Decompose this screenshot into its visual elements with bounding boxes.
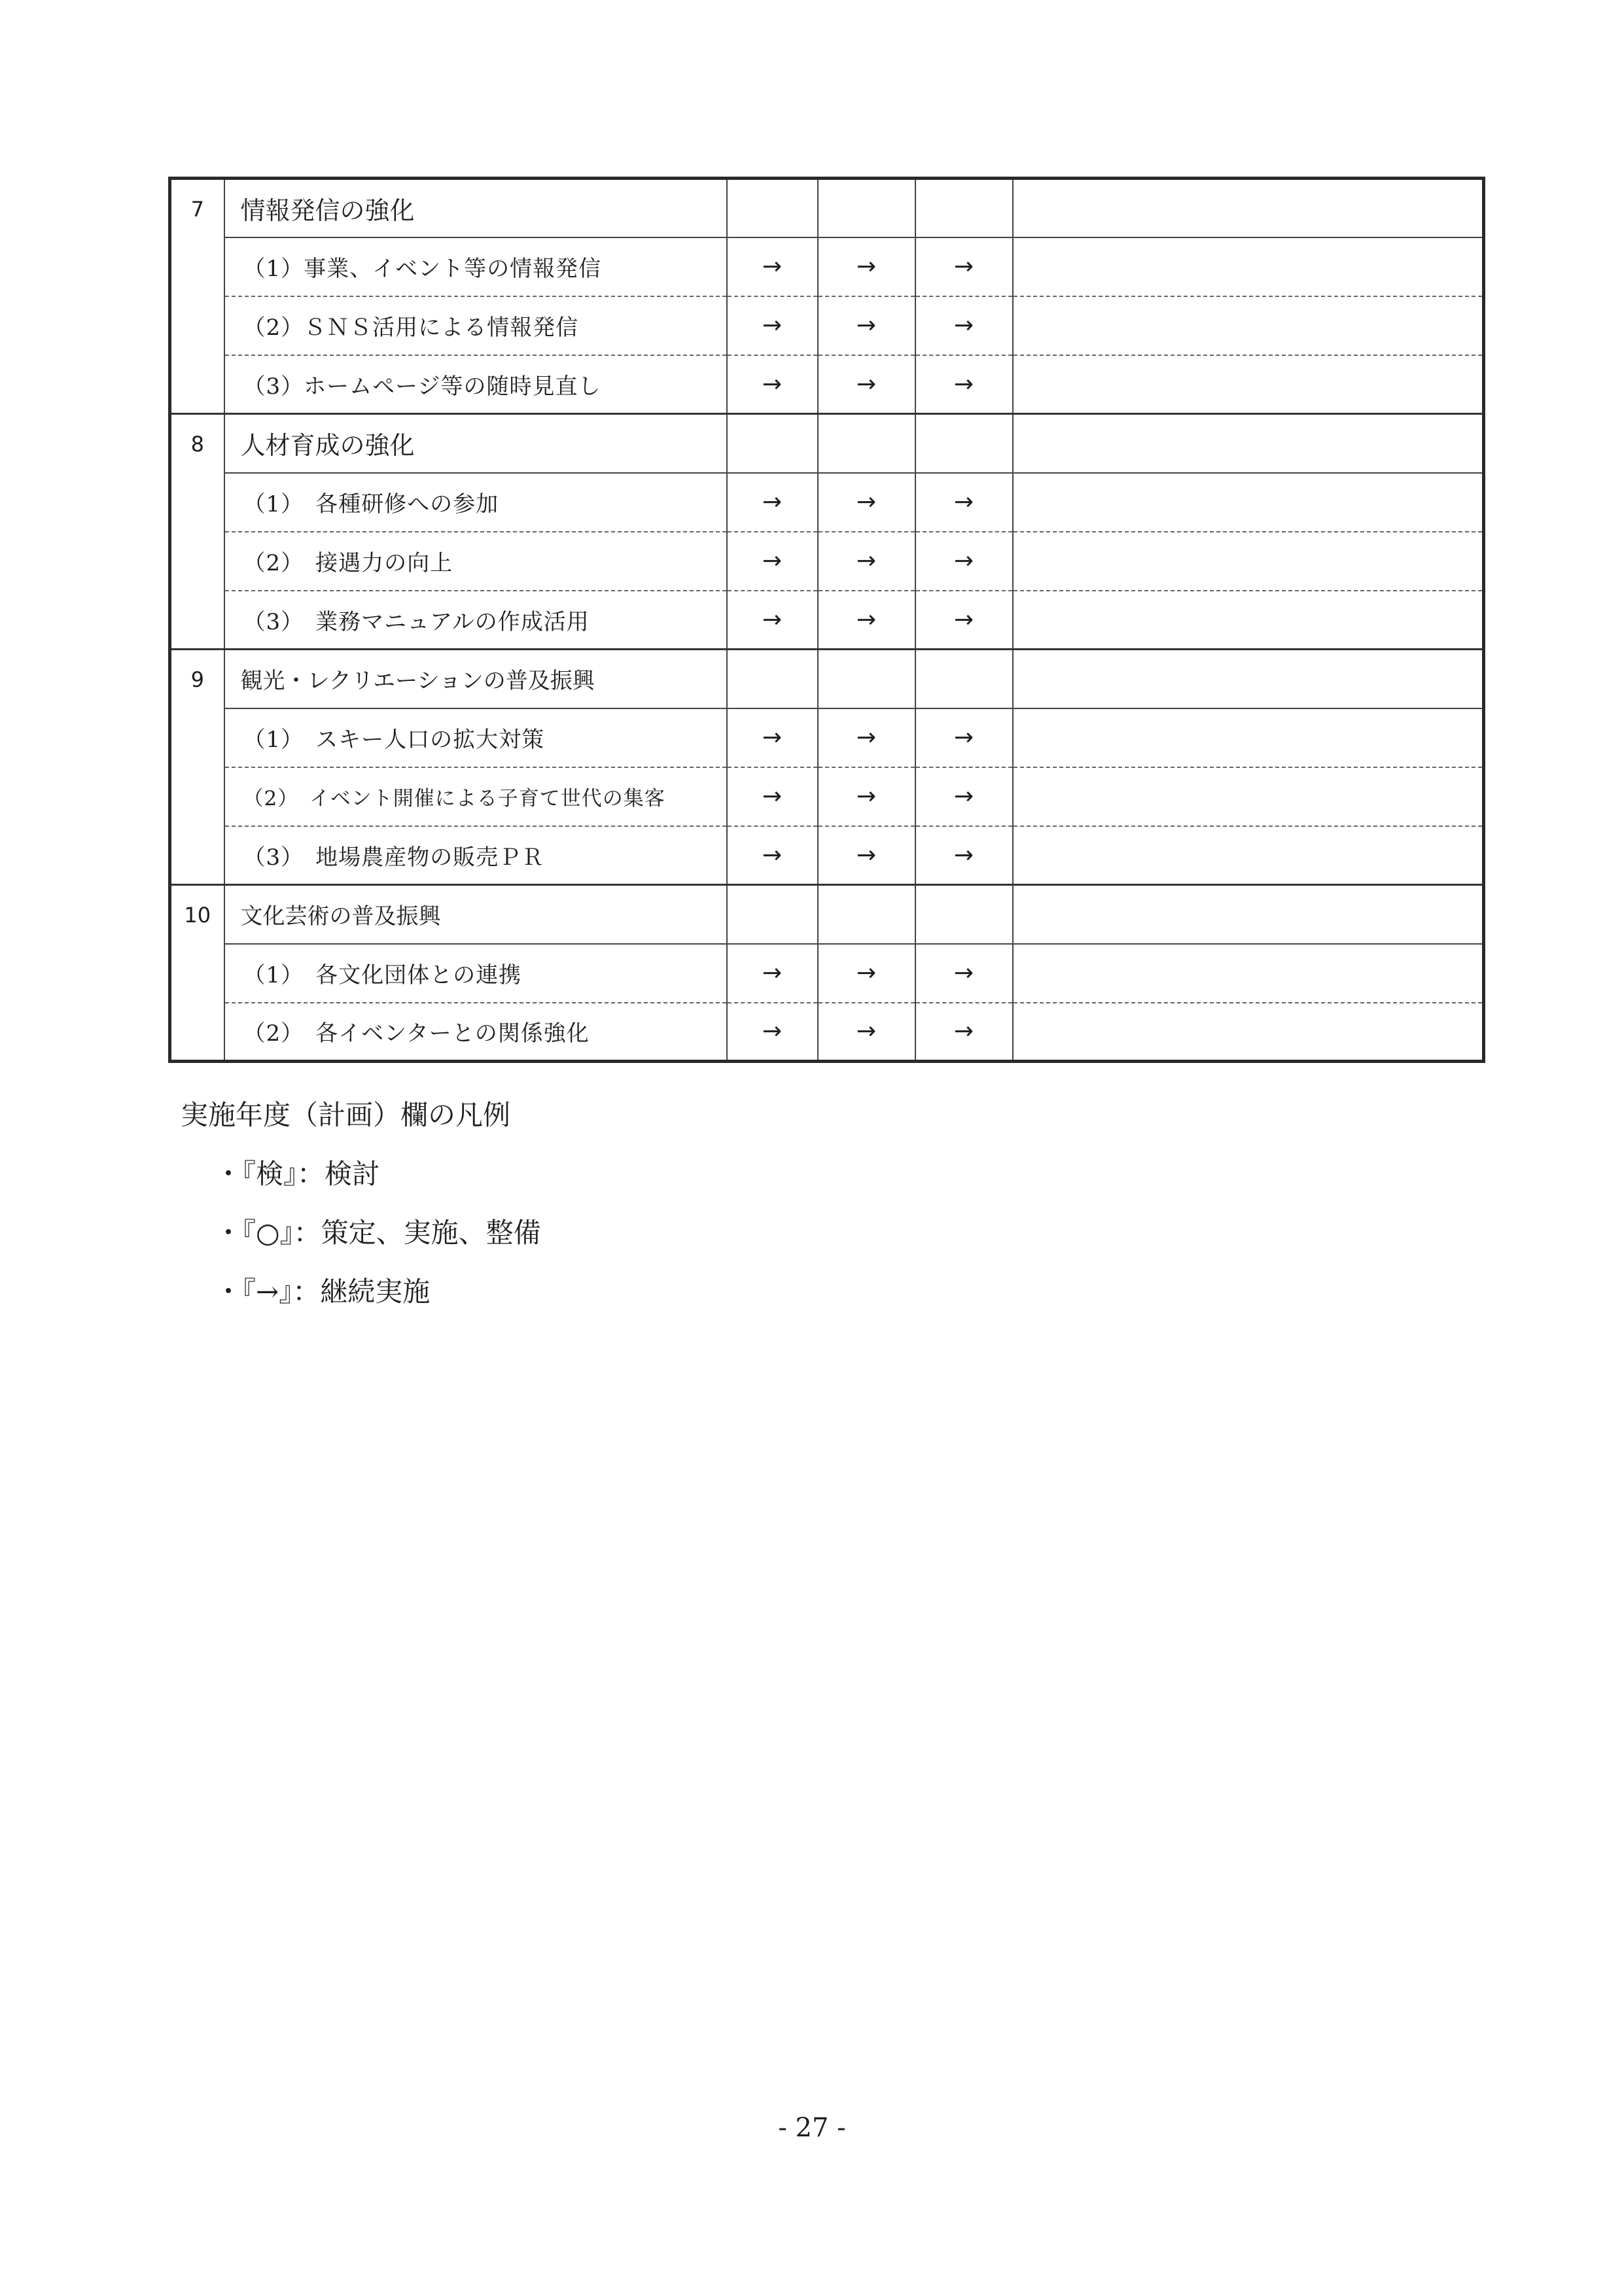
item-row	[170, 708, 1484, 767]
section-number: 8	[170, 414, 224, 650]
item-label: （2） 接遇力の向上	[224, 532, 727, 591]
note-cell	[1013, 1003, 1484, 1062]
item-label: （1）事業、イベント等の情報発信	[224, 237, 727, 296]
item-row	[170, 826, 1484, 885]
year2-arrow: →	[818, 296, 915, 355]
note-cell	[1013, 532, 1484, 591]
year1-cell	[727, 179, 818, 237]
year2-arrow: →	[818, 355, 915, 414]
note-cell	[1013, 767, 1484, 826]
year2-arrow: →	[818, 591, 915, 650]
year1-arrow: →	[727, 708, 818, 767]
section-row	[170, 650, 1484, 708]
year2-arrow: →	[818, 826, 915, 885]
year2-cell	[818, 179, 915, 237]
year1-arrow: →	[727, 473, 818, 532]
section-row	[170, 414, 1484, 473]
note-cell	[1013, 826, 1484, 885]
page-number: - 27 -	[778, 2113, 846, 2143]
year1-arrow: →	[727, 296, 818, 355]
year3-arrow: →	[915, 355, 1013, 414]
legend-item-review: ・『検』：検討	[215, 1158, 380, 1190]
year3-arrow: →	[915, 944, 1013, 1003]
year1-cell	[727, 650, 818, 708]
item-label: （3）ホームページ等の随時見直し	[224, 355, 727, 414]
item-row	[170, 591, 1484, 650]
year2-arrow: →	[818, 473, 915, 532]
note-cell	[1013, 179, 1484, 237]
item-row	[170, 296, 1484, 355]
plan-table	[168, 177, 1485, 1063]
year3-arrow: →	[915, 237, 1013, 296]
section-title: 人材育成の強化	[224, 414, 727, 473]
item-label: （2）ＳＮＳ活用による情報発信	[224, 296, 727, 355]
year2-arrow: →	[818, 767, 915, 826]
year3-arrow: →	[915, 473, 1013, 532]
item-row	[170, 473, 1484, 532]
note-cell	[1013, 650, 1484, 708]
year2-arrow: →	[818, 532, 915, 591]
year3-arrow: →	[915, 532, 1013, 591]
year1-arrow: →	[727, 237, 818, 296]
note-cell	[1013, 237, 1484, 296]
year2-cell	[818, 650, 915, 708]
year3-arrow: →	[915, 591, 1013, 650]
year3-cell	[915, 650, 1013, 708]
year1-arrow: →	[727, 1003, 818, 1062]
item-label: （2） 各イベンターとの関係強化	[224, 1003, 727, 1062]
year3-arrow: →	[915, 296, 1013, 355]
item-row	[170, 944, 1484, 1003]
year2-arrow: →	[818, 944, 915, 1003]
legend-item-continue: ・『→』：継続実施	[215, 1276, 431, 1308]
year2-arrow: →	[818, 708, 915, 767]
section-row	[170, 885, 1484, 944]
year2-arrow: →	[818, 1003, 915, 1062]
note-cell	[1013, 944, 1484, 1003]
item-label: （2） イベント開催による子育て世代の集客	[224, 767, 727, 826]
item-row	[170, 237, 1484, 296]
year1-arrow: →	[727, 591, 818, 650]
year1-cell	[727, 414, 818, 473]
year3-arrow: →	[915, 767, 1013, 826]
note-cell	[1013, 355, 1484, 414]
section-title: 文化芸術の普及振興	[224, 885, 727, 944]
item-label: （1） 各種研修への参加	[224, 473, 727, 532]
legend-item-implement: ・『○』：策定、実施、整備	[215, 1217, 541, 1249]
section-title: 観光・レクリエーションの普及振興	[224, 650, 727, 708]
section-number: 10	[170, 885, 224, 1062]
section-number: 9	[170, 650, 224, 885]
item-row	[170, 767, 1484, 826]
year2-cell	[818, 414, 915, 473]
note-cell	[1013, 296, 1484, 355]
item-label: （3） 地場農産物の販売ＰＲ	[224, 826, 727, 885]
section-row	[170, 179, 1484, 237]
note-cell	[1013, 414, 1484, 473]
legend-title: 実施年度（計画）欄の凡例	[181, 1099, 511, 1131]
year1-cell	[727, 885, 818, 944]
item-row	[170, 355, 1484, 414]
year3-arrow: →	[915, 708, 1013, 767]
item-label: （1） スキー人口の拡大対策	[224, 708, 727, 767]
year1-arrow: →	[727, 532, 818, 591]
note-cell	[1013, 885, 1484, 944]
year3-cell	[915, 414, 1013, 473]
item-row	[170, 532, 1484, 591]
year1-arrow: →	[727, 826, 818, 885]
section-title: 情報発信の強化	[224, 179, 727, 237]
year3-cell	[915, 885, 1013, 944]
year1-arrow: →	[727, 767, 818, 826]
year1-arrow: →	[727, 355, 818, 414]
year3-cell	[915, 179, 1013, 237]
year2-arrow: →	[818, 237, 915, 296]
year1-arrow: →	[727, 944, 818, 1003]
section-number: 7	[170, 179, 224, 414]
note-cell	[1013, 591, 1484, 650]
year3-arrow: →	[915, 1003, 1013, 1062]
item-label: （3） 業務マニュアルの作成活用	[224, 591, 727, 650]
item-label: （1） 各文化団体との連携	[224, 944, 727, 1003]
note-cell	[1013, 473, 1484, 532]
year3-arrow: →	[915, 826, 1013, 885]
item-row	[170, 1003, 1484, 1062]
year2-cell	[818, 885, 915, 944]
note-cell	[1013, 708, 1484, 767]
